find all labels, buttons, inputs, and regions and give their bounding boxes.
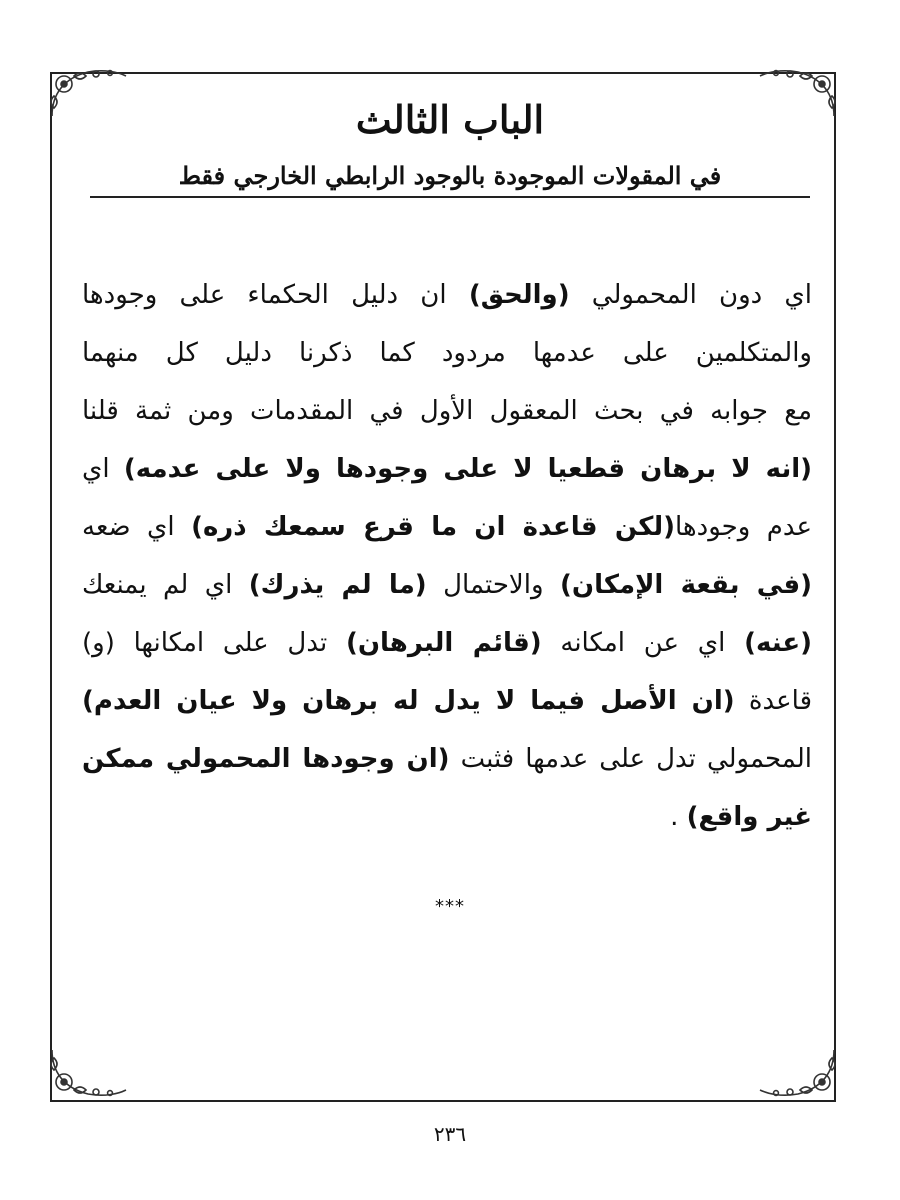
bold-text-segment: (والحق) [468, 280, 570, 310]
text-line [82, 614, 812, 672]
text-segment: اي دون المحمولي [569, 280, 812, 310]
bold-text-segment: (ما لم يذرك) [248, 570, 427, 600]
text-segment: اي لم يمنعك [82, 570, 249, 600]
text-line [82, 672, 812, 730]
text-segment: مع جوابه في بحث المعقول الأول في المقدمات ومن ثمة قلنا [82, 396, 812, 426]
bold-text-segment: غير واقع) [686, 802, 812, 832]
text-segment: عدم وجودها [675, 512, 812, 542]
text-segment: اي عن امكانه [541, 628, 745, 658]
text-line [82, 788, 812, 846]
bold-text-segment: (ان وجودها المحمولي ممكن [82, 744, 450, 774]
text-line [82, 498, 812, 556]
text-segment: المحمولي تدل على عدمها فثبت [449, 744, 812, 774]
page-number: ٢٣٦ [433, 1122, 467, 1146]
bold-text-segment: (لكن قاعدة ان ما قرع سمعك ذره) [191, 512, 675, 542]
chapter-title: الباب الثالث [355, 97, 545, 142]
bold-text-segment: (انه لا برهان قطعيا لا على وجودها ولا على عدمه) [123, 454, 812, 484]
floral-ornament-icon-bottom-left [44, 1044, 130, 1102]
bold-text-segment: (في بقعة الإمكان) [560, 570, 812, 600]
text-line [82, 266, 812, 324]
text-segment: . [670, 802, 687, 832]
text-segment: ان دليل الحكماء على وجودها [82, 280, 469, 310]
text-segment: اي [82, 454, 124, 484]
chapter-subtitle: في المقولات الموجودة بالوجود الرابطي الخارجي فقط [90, 158, 810, 198]
text-line [82, 382, 812, 440]
text-segment: قاعدة [734, 686, 812, 716]
bold-text-segment: (عنه) [744, 628, 813, 658]
bold-text-segment: (ان الأصل فيما لا يدل له برهان ولا عيان العدم) [82, 686, 735, 716]
text-segment: والمتكلمين على عدمها مردود كما ذكرنا دليل كل منهما [82, 338, 812, 368]
body-paragraph [82, 266, 812, 846]
floral-ornament-icon-bottom-right [756, 1044, 842, 1102]
text-line [82, 440, 812, 498]
text-segment: تدل على امكانها (و) [82, 628, 346, 658]
text-segment: اي ضعه [82, 512, 192, 542]
section-separator: *** [435, 896, 465, 917]
text-line [82, 324, 812, 382]
text-line [82, 730, 812, 788]
text-line [82, 556, 812, 614]
text-segment: والاحتمال [426, 570, 561, 600]
bold-text-segment: (قائم البرهان) [345, 628, 542, 658]
